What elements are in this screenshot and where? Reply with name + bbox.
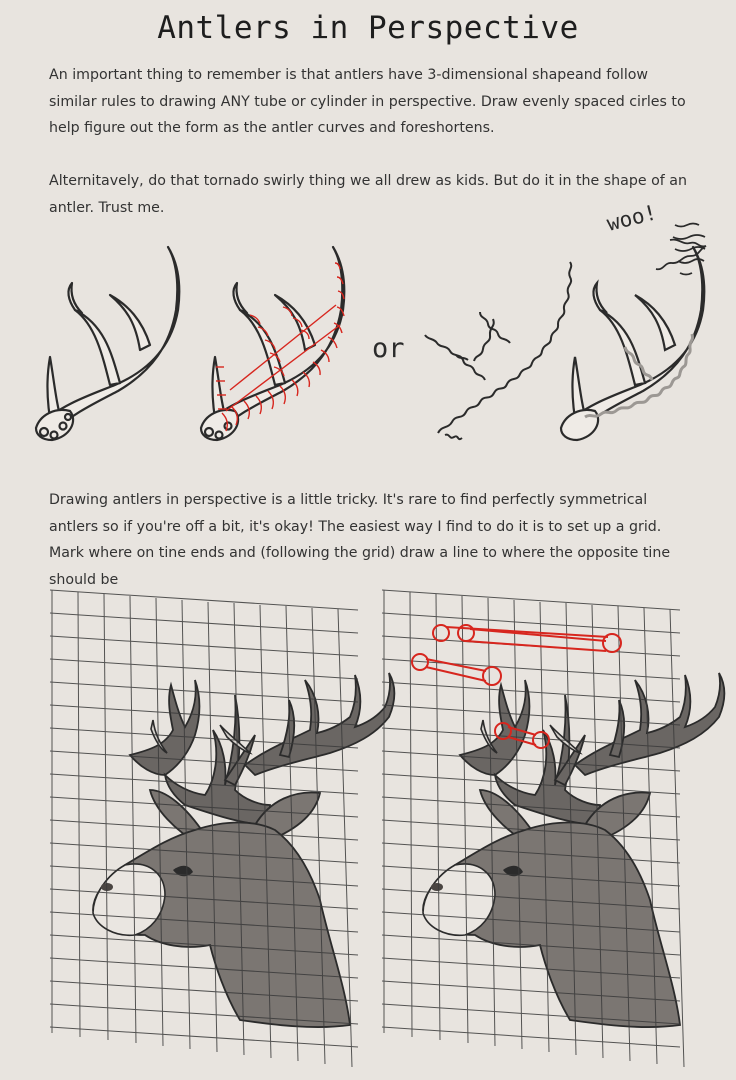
- grid-deer-right: [382, 590, 724, 1067]
- page-title: Antlers in Perspective: [157, 10, 579, 46]
- or-label: or: [372, 333, 405, 364]
- antler-examples-illustration: [0, 185, 736, 460]
- woo-antler-drawing: [561, 224, 706, 441]
- grid-paragraph: Drawing antlers in perspective is a little tricky. It's rare to find perfectly symmetrical antlers so if you're off a bit, it's okay! The easiest way I find to do it is to set up a grid. Mark where on tine ends and (following the grid) draw a line to where the opposite tine should be: [49, 492, 671, 588]
- tornado-paragraph: Alternitavely, do that tornado swirly thing we all drew as kids. But do it in the shape of an antler. Trust me.: [49, 173, 687, 216]
- plain-antler-drawing: [36, 247, 179, 440]
- intro-paragraph: An important thing to remember is that antlers have 3-dimensional shapeand follow similar rules to drawing ANY tube or cylinder in perspective. Draw evenly spaced cirles to help figure out the form as the antler curves and foreshortens.: [49, 67, 686, 136]
- swirl-antler-drawing: [425, 262, 571, 439]
- grid-deer-left: [50, 590, 394, 1067]
- deer-grid-illustration: [0, 585, 736, 1080]
- woo-label: woo!: [604, 200, 660, 236]
